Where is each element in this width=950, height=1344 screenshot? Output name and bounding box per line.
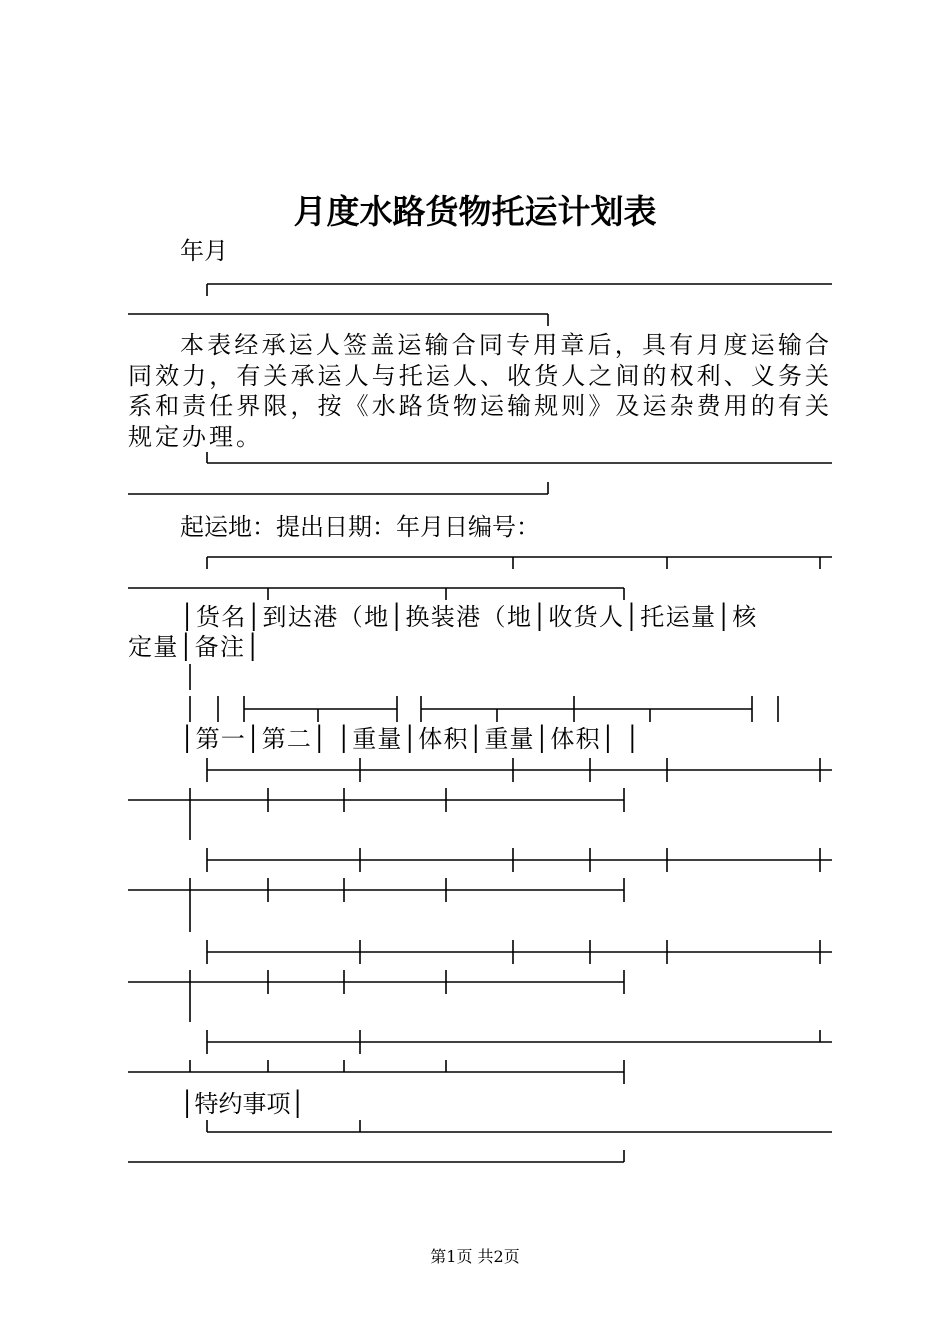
document-title: 月度水路货物托运计划表	[293, 192, 657, 231]
info-line: 起运地：提出日期：年月日编号：	[180, 513, 540, 541]
statement-box-top	[128, 284, 832, 326]
table-row-3	[128, 940, 832, 1022]
table-row-1	[128, 758, 832, 840]
statement-box-bottom	[128, 452, 832, 494]
table-top-border	[128, 557, 832, 600]
page-footer: 第1页 共2页	[430, 1247, 520, 1266]
table-header-row-1-continued: 定量│备注│	[128, 633, 262, 661]
year-month-label: 年月	[180, 237, 228, 265]
table-bottom-border	[128, 1120, 832, 1162]
table-header-row-2: │第一│第二│ │重量│体积│重量│体积│ │	[180, 725, 641, 753]
table-row-4	[128, 1030, 832, 1084]
table-header-row-1: │货名│到达港（地│换装港（地│收货人│托运量│核	[180, 603, 758, 631]
subheader-dividers	[190, 696, 778, 722]
special-terms-label: │特约事项│	[180, 1090, 305, 1118]
table-row-2	[128, 848, 832, 932]
contract-statement: 本表经承运人签盖运输合同专用章后，具有月度运输合同效力，有关承运人与托运人、收货人之间的权利、义务关系和责任界限，按《水路货物运输规则》及运杂费用的有关规定办理。	[128, 331, 832, 451]
